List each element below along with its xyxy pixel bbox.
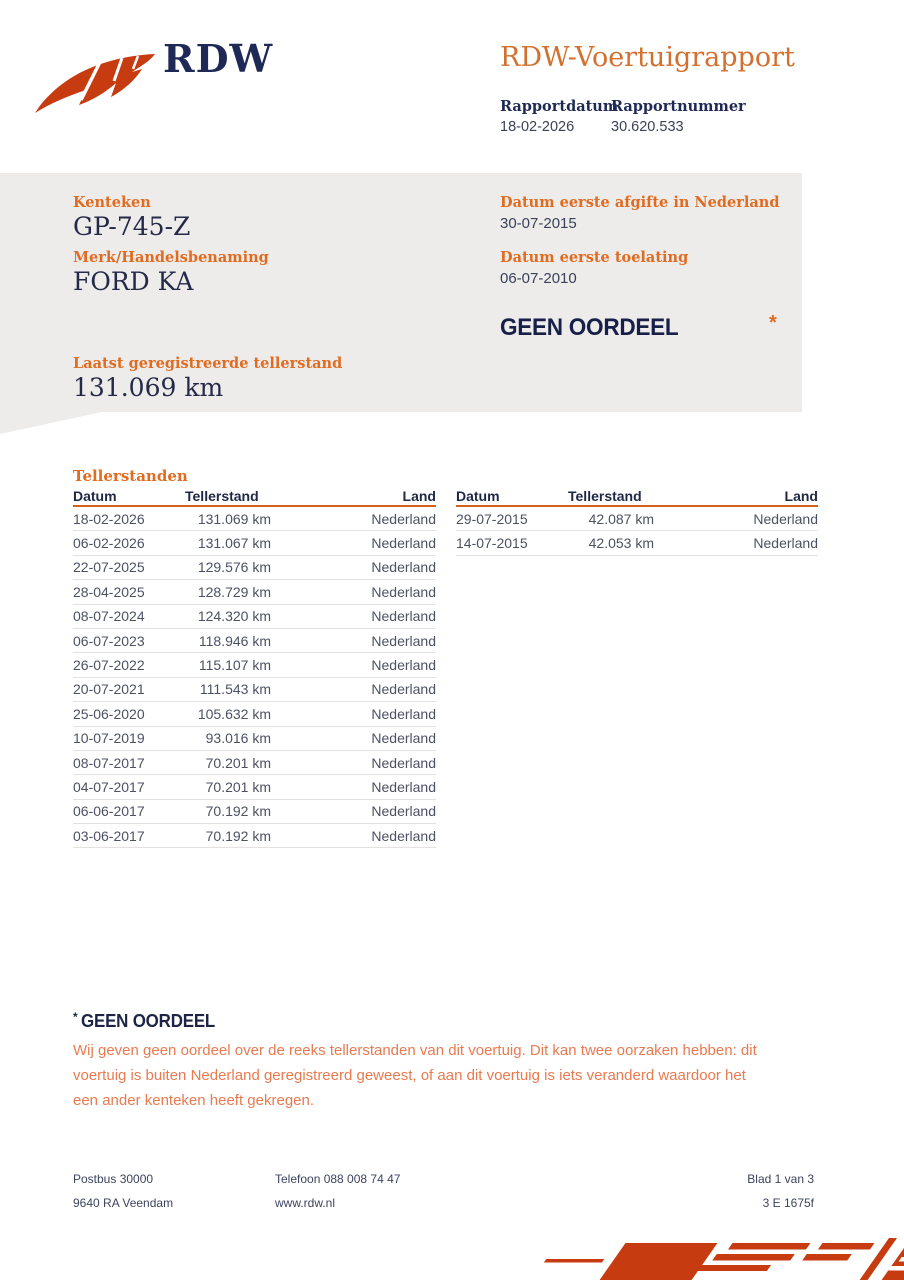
table-row xyxy=(456,507,818,531)
laatste-tellerstand-value: 131.069 km xyxy=(73,373,224,402)
table-row xyxy=(73,653,436,677)
cell-land: Nederland xyxy=(371,535,436,552)
cell-datum: 20-07-2021 xyxy=(73,681,145,698)
cell-land: Nederland xyxy=(371,608,436,625)
cell-tellerstand: 70.192 km xyxy=(205,827,271,844)
footer-doc-code: 3 E 1675f xyxy=(762,1196,814,1210)
report-date-label: Rapportdatum xyxy=(500,98,619,115)
column-header-tellerstand: Tellerstand xyxy=(185,488,259,504)
footnote-heading xyxy=(73,1010,223,1032)
eerste-afgifte-value: 30-07-2015 xyxy=(500,215,577,232)
cell-tellerstand: 129.576 km xyxy=(197,559,271,576)
cell-tellerstand: 70.201 km xyxy=(205,754,271,771)
cell-datum: 06-02-2026 xyxy=(73,535,145,552)
table-row xyxy=(73,629,436,653)
table-header xyxy=(73,487,436,507)
report-number-label: Rapportnummer xyxy=(611,98,746,115)
table-row xyxy=(73,507,436,531)
report-date-value: 18-02-2026 xyxy=(500,119,575,135)
cell-land: Nederland xyxy=(371,778,436,795)
eerste-toelating-value: 06-07-2010 xyxy=(500,270,577,287)
cell-land: Nederland xyxy=(371,657,436,674)
eerste-afgifte-label: Datum eerste afgifte in Nederland xyxy=(500,194,780,211)
merk-value: FORD KA xyxy=(73,267,194,296)
report-number-value: 30.620.533 xyxy=(611,119,684,135)
column-header-land: Land xyxy=(402,488,436,504)
cell-land: Nederland xyxy=(371,559,436,576)
report-title: RDW-Voertuigrapport xyxy=(500,42,795,73)
column-header-datum: Datum xyxy=(456,488,500,504)
cell-land: Nederland xyxy=(371,510,436,527)
cell-datum: 08-07-2024 xyxy=(73,608,145,625)
cell-datum: 28-04-2025 xyxy=(73,583,145,600)
cell-land: Nederland xyxy=(371,754,436,771)
cell-datum: 04-07-2017 xyxy=(73,778,145,795)
table-row xyxy=(73,678,436,702)
laatste-tellerstand-label: Laatst geregistreerde tellerstand xyxy=(73,355,343,372)
cell-tellerstand: 70.192 km xyxy=(205,803,271,820)
cell-datum: 22-07-2025 xyxy=(73,559,145,576)
rdw-wordmark: RDW xyxy=(163,36,274,81)
table-header xyxy=(456,487,818,507)
cell-datum: 06-07-2023 xyxy=(73,632,145,649)
footnote-asterisk: * xyxy=(73,1010,78,1024)
cell-land: Nederland xyxy=(753,535,818,552)
kenteken-label: Kenteken xyxy=(73,194,151,211)
footer-address-line1: Postbus 30000 xyxy=(73,1172,154,1186)
verdict-heading: GEEN OORDEEL xyxy=(500,314,679,341)
cell-tellerstand: 128.729 km xyxy=(197,583,271,600)
kenteken-value: GP-745-Z xyxy=(73,212,191,241)
cell-land: Nederland xyxy=(371,681,436,698)
footnote-paragraph: Wij geven geen oordeel over de reeks tellerstanden van dit voertuig. Dit kan twee oorzaken hebben: dit voertuig is buiten Nederland geregistreerd geweest, of aan dit voertuig is iets veranderd waardoor het een ander kenteken heeft gekregen. xyxy=(73,1042,757,1109)
cell-land: Nederland xyxy=(753,510,818,527)
cell-tellerstand: 115.107 km xyxy=(198,657,271,674)
rdw-wing-logo-icon xyxy=(34,48,160,116)
cell-tellerstand: 93.016 km xyxy=(205,730,271,747)
table-row xyxy=(73,531,436,555)
cell-datum: 25-06-2020 xyxy=(73,705,145,722)
table-row xyxy=(73,751,436,775)
cell-tellerstand: 111.543 km xyxy=(199,681,271,698)
eerste-toelating-label: Datum eerste toelating xyxy=(500,249,689,266)
cell-tellerstand: 42.087 km xyxy=(588,510,654,527)
cell-land: Nederland xyxy=(371,705,436,722)
footer-phone: Telefoon 088 008 74 47 xyxy=(275,1172,401,1186)
table-row xyxy=(73,556,436,580)
cell-datum: 26-07-2022 xyxy=(73,657,145,674)
footnote-title: GEEN OORDEEL xyxy=(80,1011,215,1031)
cell-land: Nederland xyxy=(371,803,436,820)
column-header-land: Land xyxy=(784,488,818,504)
cell-tellerstand: 70.201 km xyxy=(205,778,271,795)
cell-tellerstand: 42.053 km xyxy=(588,535,654,552)
cell-datum: 03-06-2017 xyxy=(73,827,145,844)
column-header-tellerstand: Tellerstand xyxy=(568,488,642,504)
cell-tellerstand: 131.069 km xyxy=(197,510,271,527)
cell-land: Nederland xyxy=(371,583,436,600)
speed-stripes-graphic xyxy=(500,1228,904,1280)
cell-tellerstand: 124.320 km xyxy=(197,608,271,625)
footer-website: www.rdw.nl xyxy=(275,1196,336,1210)
footer-address-line2: 9640 RA Veendam xyxy=(73,1196,174,1210)
cell-datum: 08-07-2017 xyxy=(73,754,145,771)
cell-datum: 10-07-2019 xyxy=(73,730,145,747)
table-row xyxy=(73,702,436,726)
summary-panel-notch xyxy=(0,412,102,434)
merk-label: Merk/Handelsbenaming xyxy=(73,249,269,266)
cell-tellerstand: 131.067 km xyxy=(197,535,271,552)
cell-datum: 29-07-2015 xyxy=(456,510,528,527)
tellerstanden-section-title: Tellerstanden xyxy=(73,467,188,485)
cell-tellerstand: 105.632 km xyxy=(197,705,271,722)
table-row xyxy=(73,775,436,799)
cell-land: Nederland xyxy=(371,632,436,649)
table-row xyxy=(73,800,436,824)
tellerstanden-table-left xyxy=(73,487,436,848)
cell-tellerstand: 118.946 km xyxy=(198,632,271,649)
table-row xyxy=(456,531,818,555)
table-body xyxy=(73,507,436,848)
cell-datum: 14-07-2015 xyxy=(456,535,528,552)
cell-datum: 06-06-2017 xyxy=(73,803,145,820)
tellerstanden-table-right xyxy=(456,487,818,556)
column-header-datum: Datum xyxy=(73,488,117,504)
footer-page-indicator: Blad 1 van 3 xyxy=(747,1172,814,1186)
verdict-asterisk: * xyxy=(769,312,777,334)
table-row xyxy=(73,605,436,629)
cell-land: Nederland xyxy=(371,827,436,844)
table-body xyxy=(456,507,818,556)
table-row xyxy=(73,580,436,604)
cell-land: Nederland xyxy=(371,730,436,747)
table-row xyxy=(73,727,436,751)
cell-datum: 18-02-2026 xyxy=(73,510,145,527)
table-row xyxy=(73,824,436,848)
